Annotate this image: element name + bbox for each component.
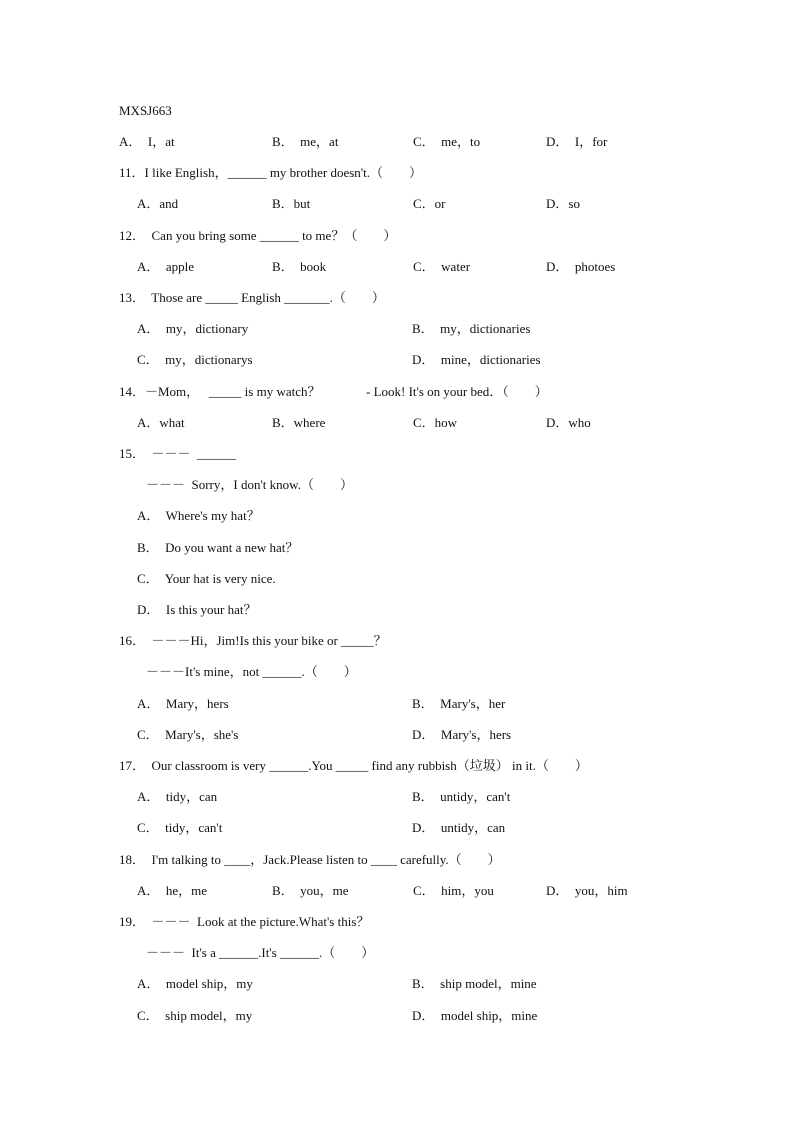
document-code: MXSJ663 [119, 103, 172, 118]
dialog-line: －－－It's mine，not ______.（ ） [146, 664, 357, 679]
option-c: C．or [413, 196, 446, 211]
option-a: A． model ship，my [137, 976, 253, 991]
option-c: C． him，you [413, 883, 494, 898]
question-stem: 19． －－－ Look at the picture.What's this？ [119, 914, 370, 929]
option-c: C． me，to [413, 134, 481, 149]
option-a: A．and [137, 196, 179, 211]
option-c: C． Mary's，she's [137, 727, 239, 742]
option-b: B． Do you want a new hat？ [137, 540, 299, 555]
option-b: B． me，at [272, 134, 339, 149]
option-d: D． model ship，mine [412, 1008, 538, 1023]
option-d: D． Mary's，hers [412, 727, 512, 742]
option-a: A． I，at [119, 134, 175, 149]
dialog-line: －－－ It's a ______.It's ______.（ ） [146, 945, 375, 960]
option-b: B． ship model，mine [412, 976, 537, 991]
option-d: D． Is this your hat？ [137, 602, 257, 617]
dialog-line: －－－ Sorry，I don't know.（ ） [146, 477, 353, 492]
option-d: D． you，him [546, 883, 628, 898]
option-a: A． tidy，can [137, 789, 218, 804]
option-d: D． I，for [546, 134, 608, 149]
option-c: C．how [413, 415, 458, 430]
option-d: D． mine，dictionaries [412, 352, 541, 367]
option-b: B． you，me [272, 883, 349, 898]
option-b: B． Mary's，her [412, 696, 506, 711]
question-stem: 11．I like English，______ my brother doesn't.（ ） [119, 165, 422, 180]
option-a: A． apple [137, 259, 195, 274]
option-b: B． my，dictionaries [412, 321, 531, 336]
question-stem: 18． I'm talking to ____，Jack.Please listen to ____ carefully.（ ） [119, 852, 501, 867]
option-c: C． ship model，my [137, 1008, 253, 1023]
option-b: B．but [272, 196, 311, 211]
option-a: A． he，me [137, 883, 208, 898]
option-c: C． Your hat is very nice. [137, 571, 276, 586]
option-d: D．who [546, 415, 591, 430]
option-b: B． untidy，can't [412, 789, 511, 804]
option-c: C． my，dictionarys [137, 352, 253, 367]
option-c: C． water [413, 259, 471, 274]
option-c: C． tidy，can't [137, 820, 223, 835]
option-d: D．so [546, 196, 580, 211]
question-stem: 16． －－－Hi，Jim!Is this your bike or _____？ [119, 633, 387, 648]
option-a: A． Where's my hat？ [137, 508, 260, 523]
option-b: B． book [272, 259, 327, 274]
option-d: D． untidy，can [412, 820, 506, 835]
option-a: A． Mary，hers [137, 696, 229, 711]
question-stem: 15． －－－ ______ [119, 446, 237, 461]
option-a: A． my，dictionary [137, 321, 249, 336]
option-d: D． photoes [546, 259, 616, 274]
question-stem: 12． Can you bring some ______ to me？（ ） [119, 228, 397, 243]
option-b: B．where [272, 415, 326, 430]
question-stem: 17． Our classroom is very ______.You _____ find any rubbish（垃圾） in it.（ ） [119, 758, 588, 773]
option-a: A．what [137, 415, 185, 430]
question-stem: 14．－Mom， _____ is my watch？ - Look! It's on your bed．（ ） [119, 384, 548, 399]
question-stem: 13． Those are _____ English _______.（ ） [119, 290, 385, 305]
